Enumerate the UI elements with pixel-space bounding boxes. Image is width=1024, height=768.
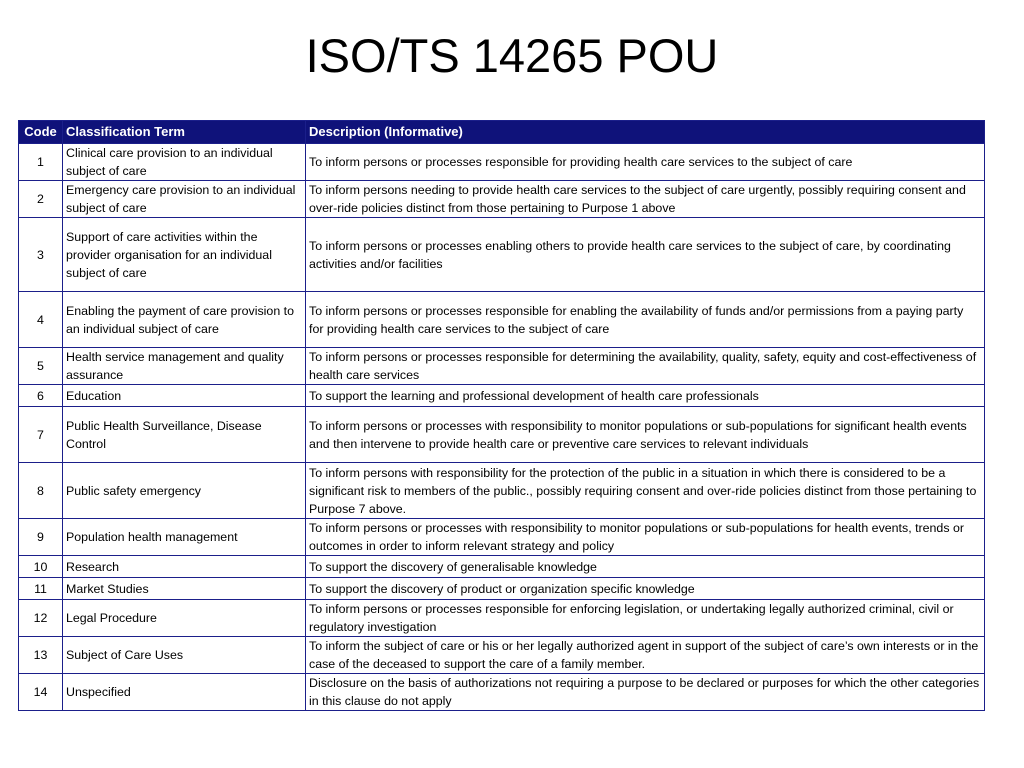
column-header-classification-term: Classification Term: [63, 121, 306, 144]
cell-code: 12: [19, 600, 63, 637]
cell-description: To inform persons or processes responsible for enabling the availability of funds and/or permissions from a paying party for providing health care services to the subject of care: [306, 292, 985, 348]
cell-term: Research: [63, 556, 306, 578]
table-header-row: [19, 121, 985, 144]
page-title: ISO/TS 14265 POU: [305, 29, 719, 82]
table-row: [19, 600, 985, 637]
table-row: [19, 556, 985, 578]
cell-code: 3: [19, 218, 63, 292]
table-row: [19, 348, 985, 385]
cell-description: To inform persons or processes responsible for determining the availability, quality, safety, equity and cost-effectiveness of health care services: [306, 348, 985, 385]
cell-description: To inform the subject of care or his or her legally authorized agent in support of the subject of care’s own interests or in the case of the deceased to support the care of a family member.: [306, 637, 985, 674]
cell-term: Unspecified: [63, 674, 306, 711]
cell-code: 1: [19, 144, 63, 181]
table-row: [19, 674, 985, 711]
cell-term: Legal Procedure: [63, 600, 306, 637]
cell-description: To inform persons or processes with responsibility to monitor populations or sub-populations for health events, trends or outcomes in order to inform relevant strategy and policy: [306, 519, 985, 556]
cell-description: To inform persons or processes responsible for providing health care services to the subject of care: [306, 144, 985, 181]
cell-term: Health service management and quality assurance: [63, 348, 306, 385]
cell-description: To inform persons needing to provide health care services to the subject of care urgently, possibly requiring consent and over-ride policies distinct from those pertaining to Purpose 1 above: [306, 181, 985, 218]
cell-term: Education: [63, 385, 306, 407]
cell-code: 13: [19, 637, 63, 674]
cell-code: 6: [19, 385, 63, 407]
column-header-description: Description (Informative): [306, 121, 985, 144]
cell-description: To inform persons with responsibility for the protection of the public in a situation in which there is considered to be a significant risk to members of the public., possibly requiring consent and over-ride policies distinct from those pertaining to Purpose 7 above.: [306, 463, 985, 519]
cell-term: Population health management: [63, 519, 306, 556]
cell-code: 10: [19, 556, 63, 578]
table-row: [19, 385, 985, 407]
cell-description: Disclosure on the basis of authorizations not requiring a purpose to be declared or purposes for which the other categories in this clause do not apply: [306, 674, 985, 711]
cell-description: To support the discovery of product or organization specific knowledge: [306, 578, 985, 600]
cell-term: Public safety emergency: [63, 463, 306, 519]
cell-term: Enabling the payment of care provision to an individual subject of care: [63, 292, 306, 348]
cell-term: Support of care activities within the provider organisation for an individual subject of care: [63, 218, 306, 292]
cell-code: 14: [19, 674, 63, 711]
table-row: [19, 218, 985, 292]
cell-term: Emergency care provision to an individual subject of care: [63, 181, 306, 218]
cell-code: 2: [19, 181, 63, 218]
cell-description: To support the discovery of generalisable knowledge: [306, 556, 985, 578]
table-row: [19, 578, 985, 600]
table-row: [19, 292, 985, 348]
cell-description: To inform persons or processes responsible for enforcing legislation, or undertaking legally authorized criminal, civil or regulatory investigation: [306, 600, 985, 637]
cell-code: 5: [19, 348, 63, 385]
cell-term: Clinical care provision to an individual subject of care: [63, 144, 306, 181]
cell-code: 7: [19, 407, 63, 463]
cell-code: 11: [19, 578, 63, 600]
cell-code: 9: [19, 519, 63, 556]
table-row: [19, 463, 985, 519]
purpose-of-use-table: [18, 120, 985, 711]
column-header-code: Code: [19, 121, 63, 144]
cell-description: To support the learning and professional development of health care professionals: [306, 385, 985, 407]
cell-term: Subject of Care Uses: [63, 637, 306, 674]
cell-description: To inform persons or processes with responsibility to monitor populations or sub-populations for significant health events and then intervene to provide health care or preventive care services to relevant individuals: [306, 407, 985, 463]
table-row: [19, 407, 985, 463]
cell-code: 4: [19, 292, 63, 348]
table-row: [19, 144, 985, 181]
table-row: [19, 519, 985, 556]
cell-term: Public Health Surveillance, Disease Control: [63, 407, 306, 463]
cell-term: Market Studies: [63, 578, 306, 600]
cell-code: 8: [19, 463, 63, 519]
table-row: [19, 181, 985, 218]
table-row: [19, 637, 985, 674]
cell-description: To inform persons or processes enabling others to provide health care services to the subject of care, by coordinating activities and/or facilities: [306, 218, 985, 292]
